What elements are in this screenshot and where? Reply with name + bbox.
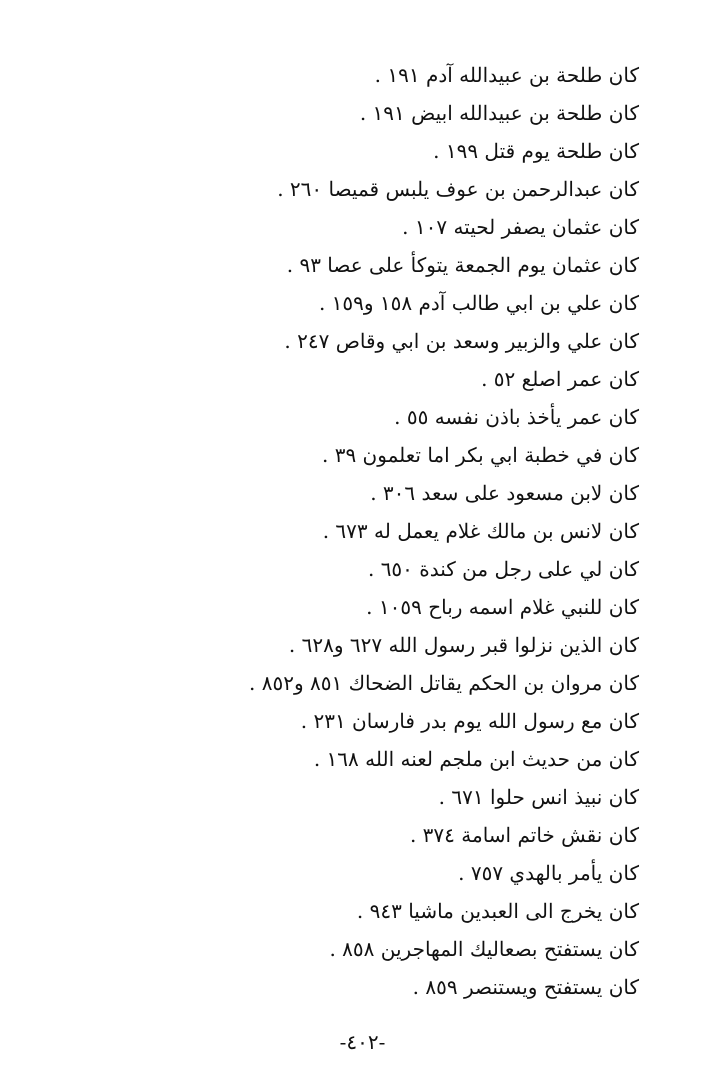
index-entries	[79, 56, 639, 1006]
index-entry: كان نبيذ انس حلوا ٦٧١ .	[438, 785, 639, 809]
index-entry: كان يخرج الى العبدين ماشيا ٩٤٣ .	[356, 899, 639, 923]
index-entry: كان يستفتح ويستنصر ٨٥٩ .	[412, 975, 639, 999]
index-entry: كان علي بن ابي طالب آدم ١٥٨ و١٥٩ .	[318, 291, 639, 315]
index-entry: كان لابن مسعود على سعد ٣٠٦ .	[370, 481, 639, 505]
index-entry: كان الذين نزلوا قبر رسول الله ٦٢٧ و٦٢٨ .	[288, 633, 639, 657]
index-entry: كان للنبي غلام اسمه رباح ١٠٥٩ .	[366, 595, 639, 619]
index-entry: كان عثمان يصفر لحيته ١٠٧ .	[402, 215, 639, 239]
index-entry: كان مع رسول الله يوم بدر فارسان ٢٣١ .	[300, 709, 639, 733]
index-entry: كان عثمان يوم الجمعة يتوكأ على عصا ٩٣ .	[286, 253, 639, 277]
index-entry: كان يأمر بالهدي ٧٥٧ .	[458, 861, 639, 885]
index-entry: كان نقش خاتم اسامة ٣٧٤ .	[409, 823, 639, 847]
index-entry: كان علي والزبير وسعد بن ابي وقاص ٢٤٧ .	[284, 329, 639, 353]
index-entry: كان عبدالرحمن بن عوف يلبس قميصا ٢٦٠ .	[277, 177, 639, 201]
index-entry: كان عمر اصلع ٥٢ .	[481, 367, 639, 391]
index-entry: كان طلحة بن عبيدالله ابيض ١٩١ .	[359, 101, 639, 125]
index-entry: كان يستفتح بصعاليك المهاجرين ٨٥٨ .	[329, 937, 639, 961]
index-entry: كان طلحة يوم قتل ١٩٩ .	[433, 139, 639, 163]
page-number: -٤٠٢-	[339, 1030, 386, 1054]
index-entry: كان عمر يأخذ باذن نفسه ٥٥ .	[394, 405, 639, 429]
index-entry: كان في خطبة ابي بكر اما تعلمون ٣٩ .	[322, 443, 639, 467]
index-entry: كان مروان بن الحكم يقاتل الضحاك ٨٥١ و٨٥٢ .	[249, 671, 639, 695]
index-entry: كان طلحة بن عبيدالله آدم ١٩١ .	[374, 63, 639, 87]
index-entry: كان لي على رجل من كندة ٦٥٠ .	[367, 557, 639, 581]
index-entry: كان من حديث ابن ملجم لعنه الله ١٦٨ .	[313, 747, 639, 771]
index-entry: كان لانس بن مالك غلام يعمل له ٦٧٣ .	[322, 519, 639, 543]
